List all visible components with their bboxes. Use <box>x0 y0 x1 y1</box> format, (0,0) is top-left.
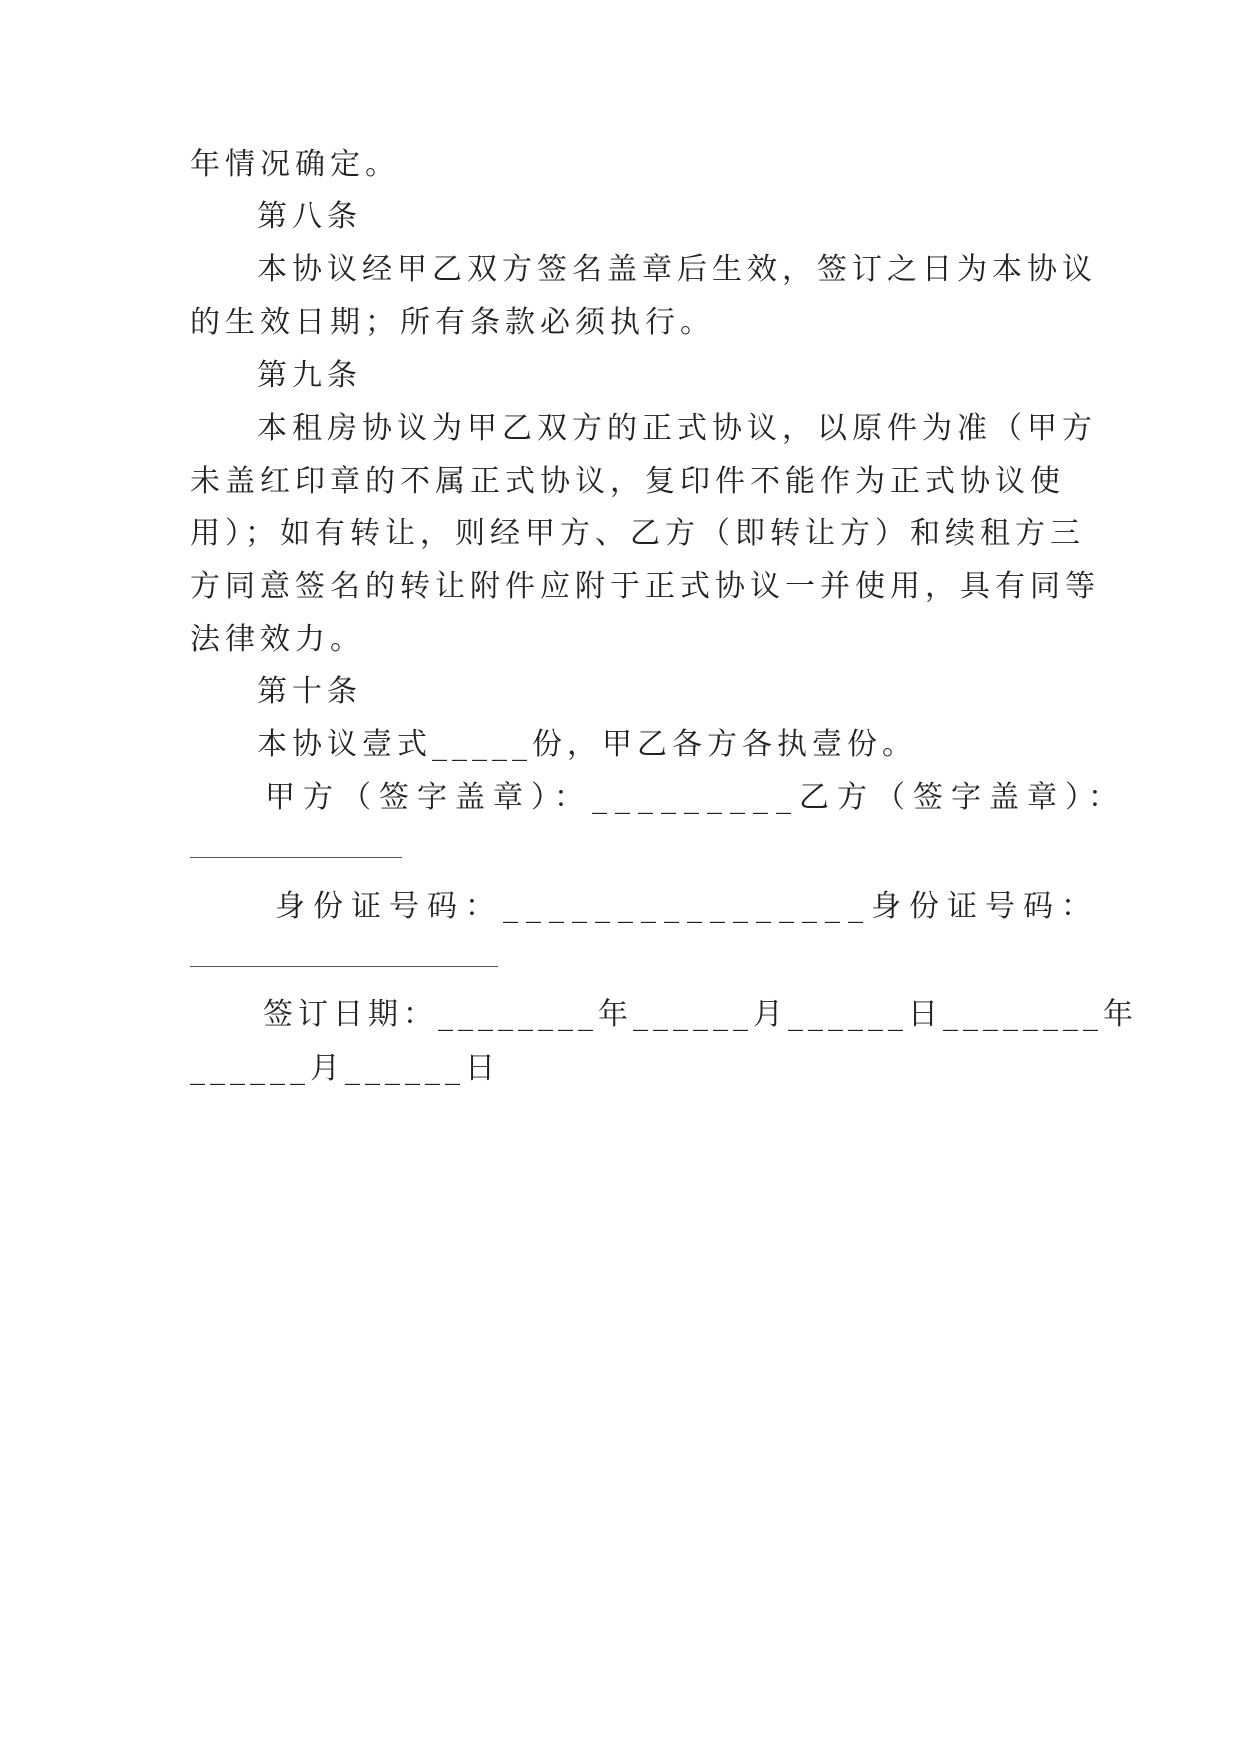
signature-line: 甲方（签字盖章）：_________乙方（签字盖章）： <box>265 780 1126 815</box>
text-line: 本协议经甲乙双方签名盖章后生效，签订之日为本协议 <box>257 252 1097 287</box>
article-10-heading: 第十条 <box>257 674 362 709</box>
text-line: 法律效力。 <box>190 622 365 657</box>
article-9-heading: 第九条 <box>257 358 362 393</box>
text-line: 的生效日期；所有条款必须执行。 <box>190 305 715 340</box>
text-line: 用）；如有转让，则经甲方、乙方（即转让方）和续租方三 <box>190 516 1085 551</box>
text-line: 年情况确定。 <box>190 147 400 182</box>
sign-date-line-continued: ______月______日 <box>190 1051 500 1086</box>
article-8-heading: 第八条 <box>257 199 362 234</box>
id-number-blank <box>190 966 498 967</box>
text-line: 本租房协议为甲乙双方的正式协议，以原件为准（甲方 <box>257 411 1097 446</box>
text-line: 方同意签名的转让附件应附于正式协议一并使用，具有同等 <box>190 569 1100 604</box>
text-line: 未盖红印章的不属正式协议，复印件不能作为正式协议使 <box>190 464 1065 499</box>
sign-date-line: 签订日期：________年______月______日________年 <box>263 997 1138 1032</box>
signature-blank <box>190 857 402 858</box>
id-number-line: 身份证号码：________________身份证号码： <box>275 889 1099 924</box>
copies-line: 本协议壹式_____份，甲乙各方各执壹份。 <box>257 727 917 762</box>
